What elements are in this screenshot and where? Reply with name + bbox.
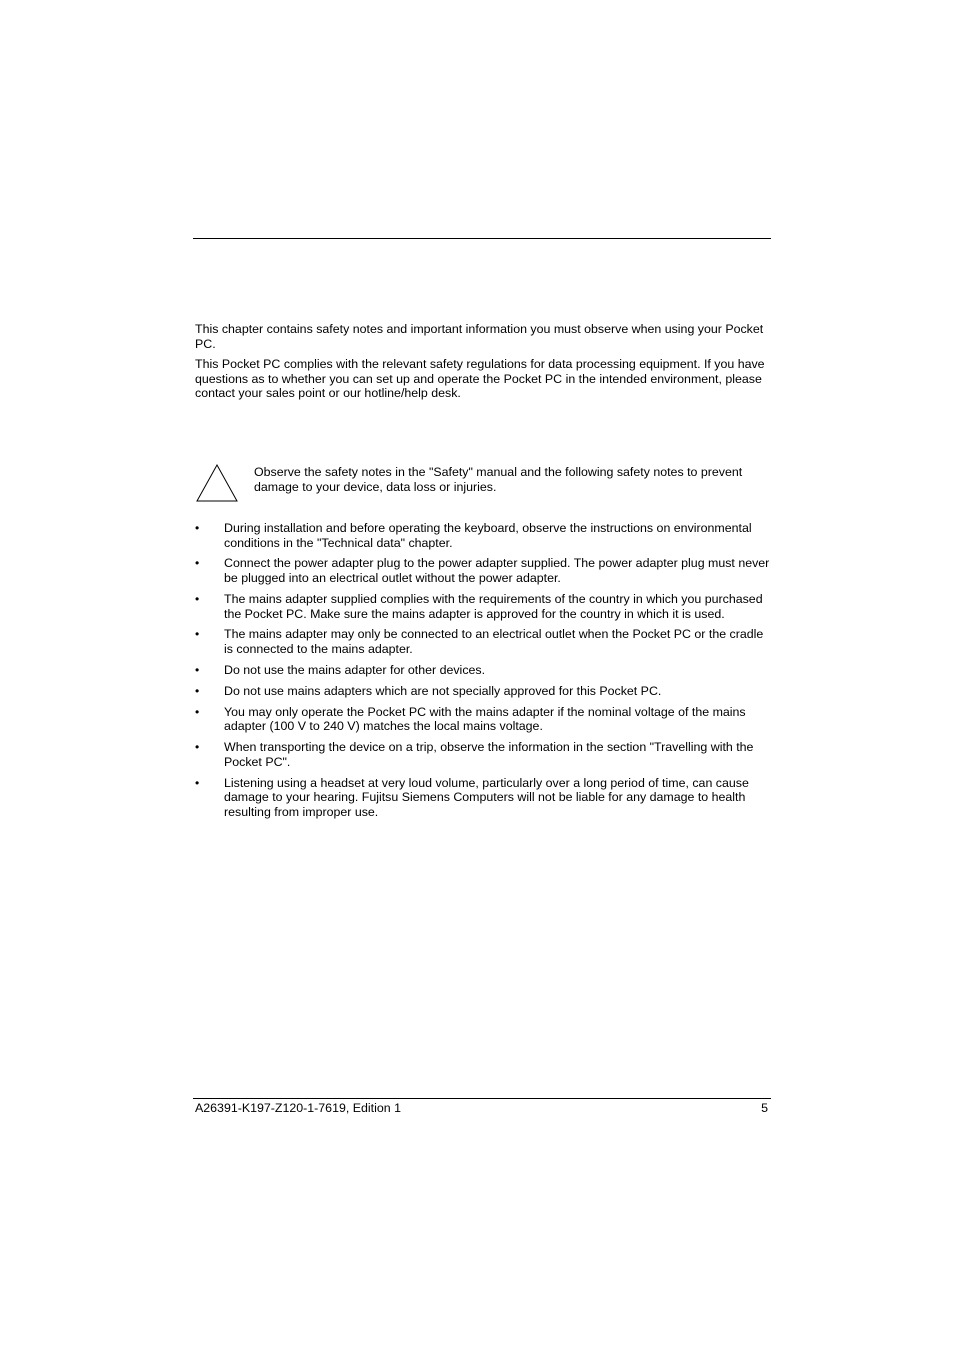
bullet-icon: • [195,662,200,677]
bullet-icon: • [195,683,200,698]
warning-text: Observe the safety notes in the "Safety" manual and the following safety notes to prevent damage to your device, data loss or injuries. [254,465,743,494]
bullet-icon: • [195,775,200,790]
list-item [195,521,770,550]
list-item-text: You may only operate the Pocket PC with the mains adapter if the nominal voltage of the mains adapter (100 V to 240 V) matches the local mains voltage. [224,704,746,734]
header-rule [193,238,771,239]
bullet-icon: • [195,740,200,755]
bullet-icon: • [195,556,200,571]
list-item [195,776,770,820]
list-item-text: The mains adapter may only be connected to an electrical outlet when the Pocket PC or the cradle is connected to the mains adapter. [224,627,764,657]
footer-rule [193,1098,771,1099]
list-item [195,592,770,621]
bullet-icon: • [195,521,200,535]
footer-page-number: 5 [761,1101,768,1115]
footer-document-id: A26391-K197-Z120-1-7619, Edition 1 [195,1101,401,1115]
list-item-text: Do not use the mains adapter for other devices. [224,662,486,677]
warning-triangle-icon [196,464,238,502]
bullet-icon: • [195,704,200,719]
list-item [195,663,770,678]
list-item [195,684,770,699]
list-item-text: Listening using a headset at very loud volume, particularly over a long period of time, can cause damage to your hearing. Fujitsu Siemens Computers will not be liable for any damage to health resulting from improper use. [224,775,749,819]
list-item [195,740,770,769]
list-item [195,627,770,656]
list-item-text: The mains adapter supplied complies with the requirements of the country in which you purchased the Pocket PC. Make sure the mains adapter is approved for the country in which it is used. [224,591,763,621]
intro-paragraph-1: This chapter contains safety notes and important information you must observe when using your Pocket PC. [195,322,764,351]
list-item [195,705,770,734]
list-item [195,556,770,585]
list-item-text: Connect the power adapter plug to the power adapter supplied. The power adapter plug must never be plugged into an electrical outlet without the power adapter. [224,556,770,586]
list-item-text: When transporting the device on a trip, observe the information in the section "Travelling with the Pocket PC". [224,740,754,769]
list-item-text: Do not use mains adapters which are not specially approved for this Pocket PC. [224,683,662,698]
list-item-text: During installation and before operating the keyboard, observe the instructions on environmental conditions in the "Technical data" chapter. [224,521,752,550]
safety-notes-list [195,521,770,826]
bullet-icon: • [195,627,200,642]
intro-paragraph-2: This Pocket PC complies with the relevant safety regulations for data processing equipment. If you have questions as to whether you can set up and operate the Pocket PC in the intended environment, please contact your sales point or our hotline/help desk. [195,357,765,401]
bullet-icon: • [195,591,200,606]
